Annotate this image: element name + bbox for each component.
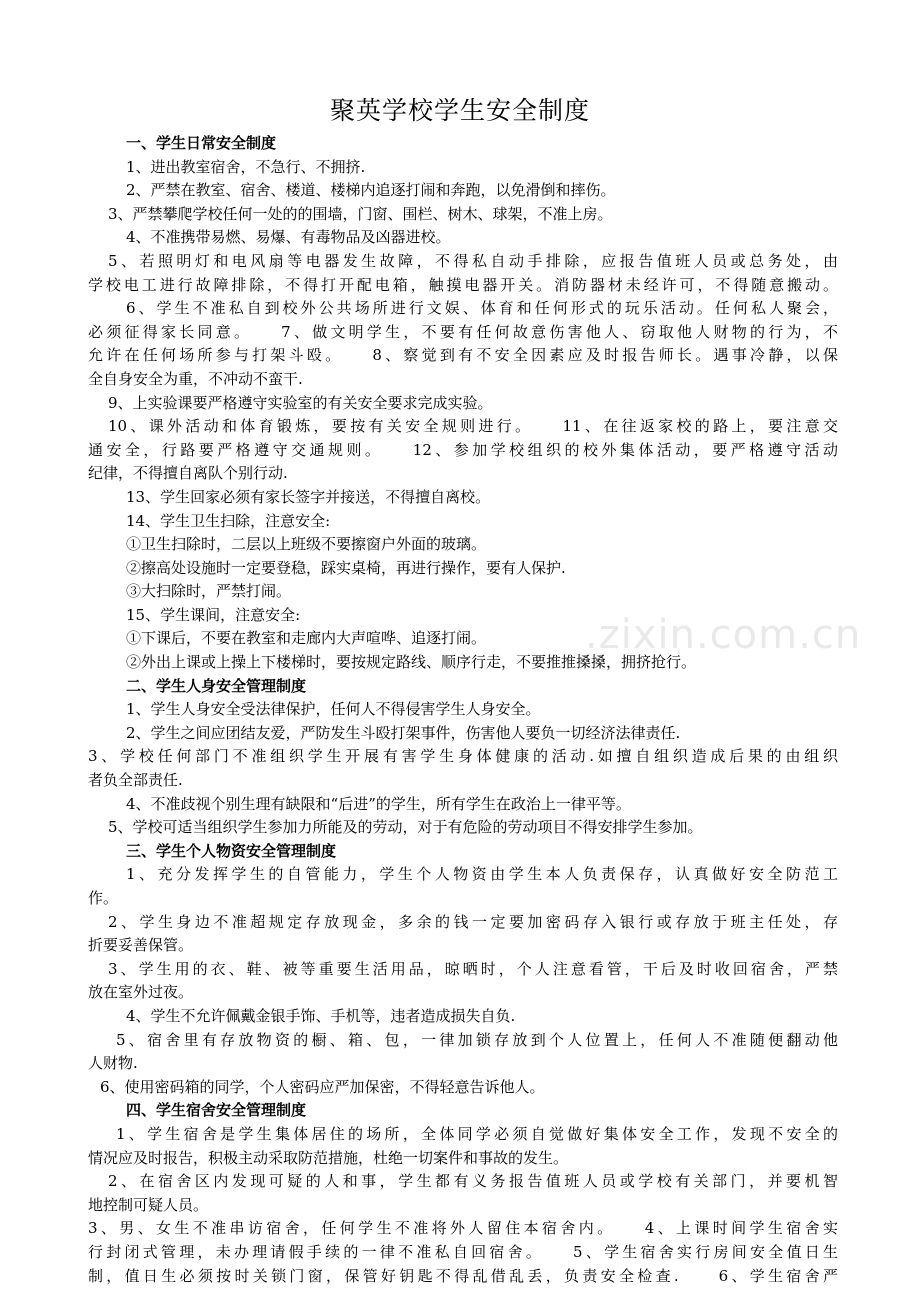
text-line: 10、课外活动和体育锻炼，要按有关安全规则进行。 11、在往返家校的路上，要注意交 — [108, 417, 838, 436]
text-line: 者负全部责任. — [88, 771, 183, 790]
text-line: ①下课后，不要在教室和走廊内大声喧哗、追逐打闹。 — [126, 629, 487, 648]
text-line: 折要妥善保管。 — [88, 936, 194, 955]
text-line: 制，值日生必须按时关锁门窗，保管好钥匙不得乱借乱丢，负责安全检查. 6、学生宿舍严 — [88, 1266, 838, 1285]
text-line: 放在室外过夜。 — [88, 983, 194, 1002]
text-line: 14、学生卫生扫除，注意安全: — [126, 511, 331, 530]
text-line: 3、严禁攀爬学校任何一处的的围墙，门窗、围栏、树木、球架，不准上房。 — [108, 204, 613, 223]
section-heading: 三、学生个人物资安全管理制度 — [126, 841, 337, 860]
text-line: ③大扫除时，严禁打闹。 — [126, 582, 292, 601]
section-heading: 一、学生日常安全制度 — [126, 134, 277, 152]
text-line: 2、学生身边不准超规定存放现金，多余的钱一定要加密码存入银行或存放于班主任处，存 — [108, 912, 838, 931]
text-line: 1、学生宿舍是学生集体居住的场所，全体同学必须自觉做好集体安全工作，发现不安全的 — [116, 1124, 838, 1143]
text-line: 3、男、女生不准串访宿舍，任何学生不准将外人留住本宿舍内。 4、上课时间学生宿舍实 — [88, 1219, 838, 1238]
watermark: .zixin.com.cn — [585, 612, 862, 658]
text-line: 15、学生课间，注意安全: — [126, 605, 301, 624]
text-line: 人财物. — [88, 1054, 138, 1073]
text-line: 地控制可疑人员。 — [88, 1195, 209, 1214]
section-heading: 四、学生宿舍安全管理制度 — [126, 1101, 307, 1120]
text-line: 1、充分发挥学生的自管能力，学生个人物资由学生本人负责保存，认真做好安全防范工 — [126, 865, 838, 884]
text-line: 必须征得家长同意。 7、做文明学生，不要有任何故意伤害他人、窃取他人财物的行为，不 — [88, 322, 838, 341]
text-line: 5、宿舍里有存放物资的橱、箱、包，一律加锁存放到个人位置上，任何人不准随便翻动他 — [116, 1030, 838, 1049]
text-line: 4、学生不允许佩戴金银手饰、手机等，违者造成损失自负. — [126, 1006, 516, 1025]
document-title: 聚英学校学生安全制度 — [329, 96, 590, 125]
text-line: 5、若照明灯和电风扇等电器发生故障，不得私自动手排除，应报告值班人员或总务处，由 — [108, 251, 838, 270]
text-line: ②外出上课或上操上下楼梯时，要按规定路线、顺序行走，不要推推搡搡，拥挤抢行。 — [126, 653, 697, 672]
text-line: 学校电工进行故障排除，不得打开配电箱，触摸电器开关。消防器材未经许可，不得随意搬动。 — [88, 275, 838, 294]
text-line: 允许在任何场所参与打架斗殴。 8、察觉到有不安全因素应及时报告师长。遇事冷静，以保 — [88, 346, 838, 365]
document-body — [88, 132, 838, 1288]
text-line: 4、不准携带易燃、易爆、有毒物品及凶器进校。 — [126, 228, 451, 247]
text-line: 1、进出教室宿舍，不急行、不拥挤. — [126, 157, 366, 176]
text-line: 3、学校任何部门不准组织学生开展有害学生身体健康的活动.如擅自组织造成后果的由组织 — [88, 747, 838, 766]
text-line: 通安全，行路要严格遵守交通规则。 12、参加学校组织的校外集体活动，要严格遵守活动 — [88, 440, 838, 459]
text-line: 全自身安全为重，不冲动不蛮干. — [88, 369, 303, 388]
text-line: 2、学生之间应团结友爱，严防发生斗殴打架事件，伤害他人要负一切经济法律责任. — [126, 723, 681, 742]
text-line: 作。 — [88, 889, 119, 907]
text-line: 13、学生回家必须有家长签字并接送，不得擅自离校。 — [126, 487, 491, 506]
text-line: 行封闭式管理，未办理请假手续的一律不准私自回宿舍。 5、学生宿舍实行房间安全值日生 — [88, 1242, 838, 1261]
text-line: 9、上实验课要严格遵守实验室的有关安全要求完成实验。 — [108, 393, 493, 412]
text-line: 4、不准歧视个别生理有缺限和“后进”的学生，所有学生在政治上一律平等。 — [126, 794, 631, 813]
text-line: 6、使用密码箱的同学，个人密码应严加保密，不得轻意告诉他人。 — [100, 1077, 545, 1096]
text-line: 5、学校可适当组织学生参加力所能及的劳动，对于有危险的劳动项目不得安排学生参加。 — [108, 818, 703, 837]
text-line: 2、严禁在教室、宿舍、楼道、楼梯内追逐打闹和奔跑，以免滑倒和摔伤。 — [126, 181, 616, 200]
text-line: ①卫生扫除时，二层以上班级不要擦窗户外面的玻璃。 — [126, 535, 487, 554]
text-line: 1、学生人身安全受法律保护，任何人不得侵害学生人身安全。 — [126, 700, 541, 719]
text-line: 2、在宿舍区内发现可疑的人和事，学生都有义务报告值班人员或学校有关部门，并要机智 — [108, 1172, 838, 1191]
text-line: ②擦高处设施时一定要登稳，踩实桌椅，再进行操作，要有人保护. — [126, 558, 566, 577]
section-heading: 二、学生人身安全管理制度 — [126, 676, 307, 695]
text-line: 纪律，不得擅自离队个别行动. — [88, 464, 288, 483]
text-line: 6、学生不准私自到校外公共场所进行文娱、体育和任何形式的玩乐活动。任何私人聚会， — [126, 299, 838, 318]
text-line: 3、学生用的衣、鞋、被等重要生活用品，晾晒时，个人注意看管，干后及时收回宿舍，严禁 — [108, 959, 838, 978]
text-line: 情况应及时报告，积极主动采取防范措施，杜绝一切案件和事故的发生。 — [88, 1148, 569, 1167]
